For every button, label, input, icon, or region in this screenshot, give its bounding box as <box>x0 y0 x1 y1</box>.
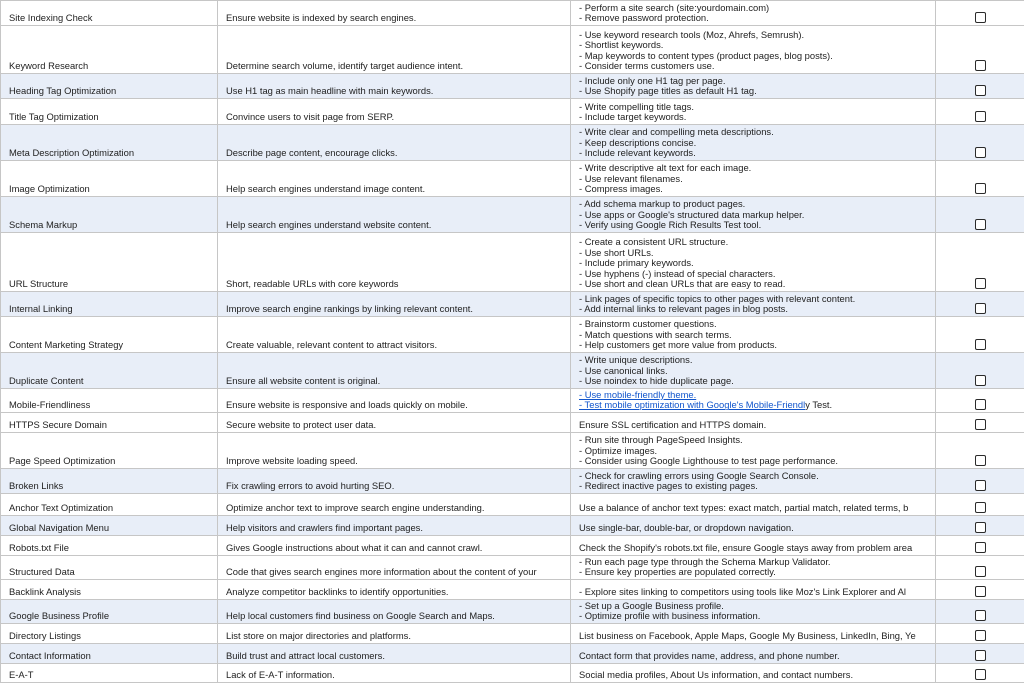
done-cell <box>936 197 1024 233</box>
done-checkbox[interactable] <box>975 278 986 289</box>
actions-cell[interactable] <box>571 580 936 600</box>
purpose-cell[interactable]: Ensure all website content is original. <box>218 353 571 389</box>
done-checkbox[interactable] <box>975 399 986 410</box>
table-row <box>1 99 1024 125</box>
done-checkbox[interactable] <box>975 85 986 96</box>
item-name-cell[interactable]: Image Optimization <box>1 161 218 197</box>
mobile-theme-link[interactable]: - Use mobile-friendly theme. <box>579 389 697 400</box>
action-line: - Verify using Google Rich Results Test tool. <box>579 220 762 231</box>
item-name-cell[interactable]: Schema Markup <box>1 197 218 233</box>
table-row <box>1 74 1024 99</box>
action-line: Social media profiles, About Us information, and contact numbers. <box>579 670 854 681</box>
purpose-cell[interactable]: List store on major directories and platforms. <box>218 624 571 644</box>
item-name-cell[interactable]: Anchor Text Optimization <box>1 494 218 516</box>
action-line: Contact form that provides name, address, and phone number. <box>579 651 840 662</box>
table-row <box>1 516 1024 536</box>
done-checkbox[interactable] <box>975 502 986 513</box>
table-row <box>1 292 1024 317</box>
done-cell <box>936 353 1024 389</box>
action-line: - Include relevant keywords. <box>579 148 696 159</box>
actions-cell[interactable] <box>571 26 936 74</box>
done-cell <box>936 556 1024 580</box>
item-name-cell[interactable]: Global Navigation Menu <box>1 516 218 536</box>
actions-cell[interactable] <box>571 292 936 317</box>
table-row <box>1 413 1024 433</box>
action-line: - Add internal links to relevant pages in blog posts. <box>579 304 788 315</box>
done-checkbox[interactable] <box>975 183 986 194</box>
purpose-cell[interactable]: Fix crawling errors to avoid hurting SEO. <box>218 469 571 494</box>
purpose-cell[interactable]: Help local customers find business on Google Search and Maps. <box>218 600 571 624</box>
table-row <box>1 494 1024 516</box>
purpose-cell[interactable]: Gives Google instructions about what it can and cannot crawl. <box>218 536 571 556</box>
done-cell <box>936 125 1024 161</box>
actions-cell[interactable] <box>571 600 936 624</box>
purpose-cell[interactable]: Build trust and attract local customers. <box>218 644 571 664</box>
action-line: - Match questions with search terms. <box>579 329 732 340</box>
table-row <box>1 353 1024 389</box>
action-line: - Use hyphens (-) instead of special characters. <box>579 268 776 279</box>
action-line: List business on Facebook, Apple Maps, Google My Business, LinkedIn, Bing, Ye <box>579 631 916 642</box>
action-line: - Shortlist keywords. <box>579 40 664 51</box>
action-line: - Explore sites linking to competitors using tools like Moz's Link Explorer and Al <box>579 587 906 598</box>
actions-cell[interactable] <box>571 197 936 233</box>
item-name-cell[interactable]: Title Tag Optimization <box>1 99 218 125</box>
table-row <box>1 469 1024 494</box>
table-row <box>1 26 1024 74</box>
table-row <box>1 317 1024 353</box>
actions-cell[interactable] <box>571 233 936 292</box>
table-row <box>1 556 1024 580</box>
item-name-cell[interactable]: Heading Tag Optimization <box>1 74 218 99</box>
actions-cell[interactable] <box>571 494 936 516</box>
actions-cell[interactable] <box>571 556 936 580</box>
actions-cell[interactable] <box>571 536 936 556</box>
action-line: - Ensure key properties are populated correctly. <box>579 567 776 578</box>
item-name-cell[interactable]: Content Marketing Strategy <box>1 317 218 353</box>
item-name-cell[interactable]: Page Speed Optimization <box>1 433 218 469</box>
action-line: - Compress images. <box>579 184 663 195</box>
actions-cell[interactable] <box>571 317 936 353</box>
action-line: - Use canonical links. <box>579 365 668 376</box>
action-line: - Write clear and compelling meta descriptions. <box>579 127 774 138</box>
action-line: - Include target keywords. <box>579 112 687 123</box>
purpose-cell[interactable]: Ensure website is responsive and loads quickly on mobile. <box>218 389 571 413</box>
actions-cell[interactable] <box>571 664 936 683</box>
action-line: - Write unique descriptions. <box>579 355 693 366</box>
item-name-cell[interactable]: Google Business Profile <box>1 600 218 624</box>
actions-cell[interactable] <box>571 353 936 389</box>
action-line: - Create a consistent URL structure. <box>579 237 729 248</box>
action-line: - Consider using Google Lighthouse to test page performance. <box>579 456 839 467</box>
table-row <box>1 125 1024 161</box>
purpose-cell[interactable]: Improve website loading speed. <box>218 433 571 469</box>
item-name-cell[interactable]: Keyword Research <box>1 26 218 74</box>
done-checkbox[interactable] <box>975 339 986 350</box>
mobile-test-text: y Test. <box>805 400 833 411</box>
action-line: - Run each page type through the Schema Markup Validator. <box>579 556 831 567</box>
actions-cell[interactable] <box>571 161 936 197</box>
done-cell <box>936 664 1024 683</box>
done-cell <box>936 74 1024 99</box>
purpose-cell[interactable]: Secure website to protect user data. <box>218 413 571 433</box>
done-checkbox[interactable] <box>975 111 986 122</box>
done-checkbox[interactable] <box>975 12 986 23</box>
purpose-cell[interactable]: Describe page content, encourage clicks. <box>218 125 571 161</box>
purpose-cell[interactable]: Code that gives search engines more information about the content of your <box>218 556 571 580</box>
item-name-cell[interactable]: Mobile-Friendliness <box>1 389 218 413</box>
action-line: - Use relevant filenames. <box>579 173 683 184</box>
actions-cell[interactable] <box>571 413 936 433</box>
table-row <box>1 161 1024 197</box>
done-checkbox[interactable] <box>975 566 986 577</box>
action-line: - Optimize images. <box>579 445 658 456</box>
done-checkbox[interactable] <box>975 542 986 553</box>
action-line: - Write compelling title tags. <box>579 101 694 112</box>
purpose-cell[interactable]: Short, readable URLs with core keywords <box>218 233 571 292</box>
table-row <box>1 624 1024 644</box>
item-name-cell[interactable]: Contact Information <box>1 644 218 664</box>
done-cell <box>936 99 1024 125</box>
actions-cell[interactable] <box>571 74 936 99</box>
item-name-cell[interactable]: Robots.txt File <box>1 536 218 556</box>
done-checkbox[interactable] <box>975 60 986 71</box>
action-line: - Add schema markup to product pages. <box>579 199 746 210</box>
done-cell <box>936 413 1024 433</box>
actions-cell[interactable] <box>571 389 936 413</box>
table-row <box>1 664 1024 683</box>
done-cell <box>936 516 1024 536</box>
item-name-cell[interactable]: Duplicate Content <box>1 353 218 389</box>
actions-cell[interactable] <box>571 644 936 664</box>
action-line: - Include only one H1 tag per page. <box>579 75 726 86</box>
done-checkbox[interactable] <box>975 522 986 533</box>
action-line: Use single-bar, double-bar, or dropdown navigation. <box>579 523 794 534</box>
action-line: - Use keyword research tools (Moz, Ahrefs, Semrush). <box>579 29 805 40</box>
action-line: - Include primary keywords. <box>579 258 694 269</box>
done-cell <box>936 494 1024 516</box>
table-row <box>1 600 1024 624</box>
done-cell <box>936 536 1024 556</box>
action-line: - Brainstorm customer questions. <box>579 319 717 330</box>
done-checkbox[interactable] <box>975 219 986 230</box>
purpose-cell[interactable]: Use H1 tag as main headline with main keywords. <box>218 74 571 99</box>
purpose-cell[interactable]: Help search engines understand image content. <box>218 161 571 197</box>
done-checkbox[interactable] <box>975 455 986 466</box>
table-row <box>1 197 1024 233</box>
action-line: - Help customers get more value from products. <box>579 340 777 351</box>
done-cell <box>936 580 1024 600</box>
done-cell <box>936 317 1024 353</box>
done-cell <box>936 292 1024 317</box>
actions-cell[interactable] <box>571 125 936 161</box>
purpose-cell[interactable]: Create valuable, relevant content to attract visitors. <box>218 317 571 353</box>
table-row <box>1 433 1024 469</box>
action-line: - Map keywords to content types (product pages, blog posts). <box>579 50 833 61</box>
done-checkbox[interactable] <box>975 303 986 314</box>
purpose-cell[interactable]: Ensure website is indexed by search engines. <box>218 1 571 26</box>
table-row <box>1 536 1024 556</box>
action-line: Check the Shopify's robots.txt file, ensure Google stays away from problem area <box>579 543 913 554</box>
actions-cell[interactable] <box>571 99 936 125</box>
done-cell <box>936 1 1024 26</box>
item-name-cell[interactable]: Broken Links <box>1 469 218 494</box>
done-checkbox[interactable] <box>975 586 986 597</box>
actions-cell[interactable] <box>571 433 936 469</box>
done-checkbox[interactable] <box>975 650 986 661</box>
done-checkbox[interactable] <box>975 480 986 491</box>
action-line: - Use short and clean URLs that are easy to read. <box>579 279 786 290</box>
done-checkbox[interactable] <box>975 630 986 641</box>
done-cell <box>936 26 1024 74</box>
actions-cell[interactable] <box>571 624 936 644</box>
action-line: - Use noindex to hide duplicate page. <box>579 376 734 387</box>
done-cell <box>936 433 1024 469</box>
action-line: - Use short URLs. <box>579 247 654 258</box>
actions-cell[interactable] <box>571 516 936 536</box>
done-checkbox[interactable] <box>975 375 986 386</box>
purpose-cell[interactable]: Lack of E-A-T information. <box>218 664 571 683</box>
done-cell <box>936 644 1024 664</box>
table-row <box>1 644 1024 664</box>
action-line: - Perform a site search (site:yourdomain.com) <box>579 2 770 13</box>
action-line: Ensure SSL certification and HTTPS domain. <box>579 420 767 431</box>
done-cell <box>936 233 1024 292</box>
actions-cell[interactable] <box>571 469 936 494</box>
item-name-cell[interactable]: Structured Data <box>1 556 218 580</box>
purpose-cell[interactable]: Determine search volume, identify target audience intent. <box>218 26 571 74</box>
done-cell <box>936 469 1024 494</box>
mobile-test-line <box>579 400 931 411</box>
done-cell <box>936 389 1024 413</box>
action-line: - Write descriptive alt text for each image. <box>579 163 752 174</box>
item-name-cell[interactable]: URL Structure <box>1 233 218 292</box>
table-row <box>1 1 1024 26</box>
done-cell <box>936 624 1024 644</box>
actions-cell[interactable] <box>571 1 936 26</box>
purpose-cell[interactable]: Optimize anchor text to improve search engine understanding. <box>218 494 571 516</box>
done-checkbox[interactable] <box>975 419 986 430</box>
done-cell <box>936 600 1024 624</box>
done-checkbox[interactable] <box>975 669 986 680</box>
table-row <box>1 233 1024 292</box>
purpose-cell[interactable]: Improve search engine rankings by linking relevant content. <box>218 292 571 317</box>
action-line: - Optimize profile with business information. <box>579 611 761 622</box>
done-checkbox[interactable] <box>975 147 986 158</box>
table-row <box>1 389 1024 413</box>
action-line: - Consider terms customers use. <box>579 61 715 72</box>
mobile-friendly-test-link[interactable]: - Test mobile optimization with Google's Mobile-Friendl <box>579 400 806 411</box>
purpose-cell[interactable]: Analyze competitor backlinks to identify opportunities. <box>218 580 571 600</box>
item-name-cell[interactable]: Backlink Analysis <box>1 580 218 600</box>
done-cell <box>936 161 1024 197</box>
item-name-cell[interactable]: E-A-T <box>1 664 218 683</box>
purpose-cell[interactable]: Help search engines understand website content. <box>218 197 571 233</box>
action-line: - Use apps or Google's structured data markup helper. <box>579 209 805 220</box>
item-name-cell[interactable]: Site Indexing Check <box>1 1 218 26</box>
action-line: - Remove password protection. <box>579 13 709 24</box>
table-row <box>1 580 1024 600</box>
item-name-cell[interactable]: Meta Description Optimization <box>1 125 218 161</box>
action-line: - Redirect inactive pages to existing pages. <box>579 481 758 492</box>
item-name-cell[interactable]: Directory Listings <box>1 624 218 644</box>
action-line: - Use Shopify page titles as default H1 tag. <box>579 86 757 97</box>
purpose-cell[interactable]: Help visitors and crawlers find important pages. <box>218 516 571 536</box>
action-line: - Keep descriptions concise. <box>579 137 697 148</box>
item-name-cell[interactable]: HTTPS Secure Domain <box>1 413 218 433</box>
action-line: - Check for crawling errors using Google Search Console. <box>579 470 819 481</box>
action-line: - Set up a Google Business profile. <box>579 600 724 611</box>
purpose-cell[interactable]: Convince users to visit page from SERP. <box>218 99 571 125</box>
action-line: - Link pages of specific topics to other pages with relevant content. <box>579 293 856 304</box>
done-checkbox[interactable] <box>975 610 986 621</box>
action-line: Use a balance of anchor text types: exact match, partial match, related terms, b <box>579 503 909 514</box>
action-line: - Run site through PageSpeed Insights. <box>579 435 743 446</box>
item-name-cell[interactable]: Internal Linking <box>1 292 218 317</box>
